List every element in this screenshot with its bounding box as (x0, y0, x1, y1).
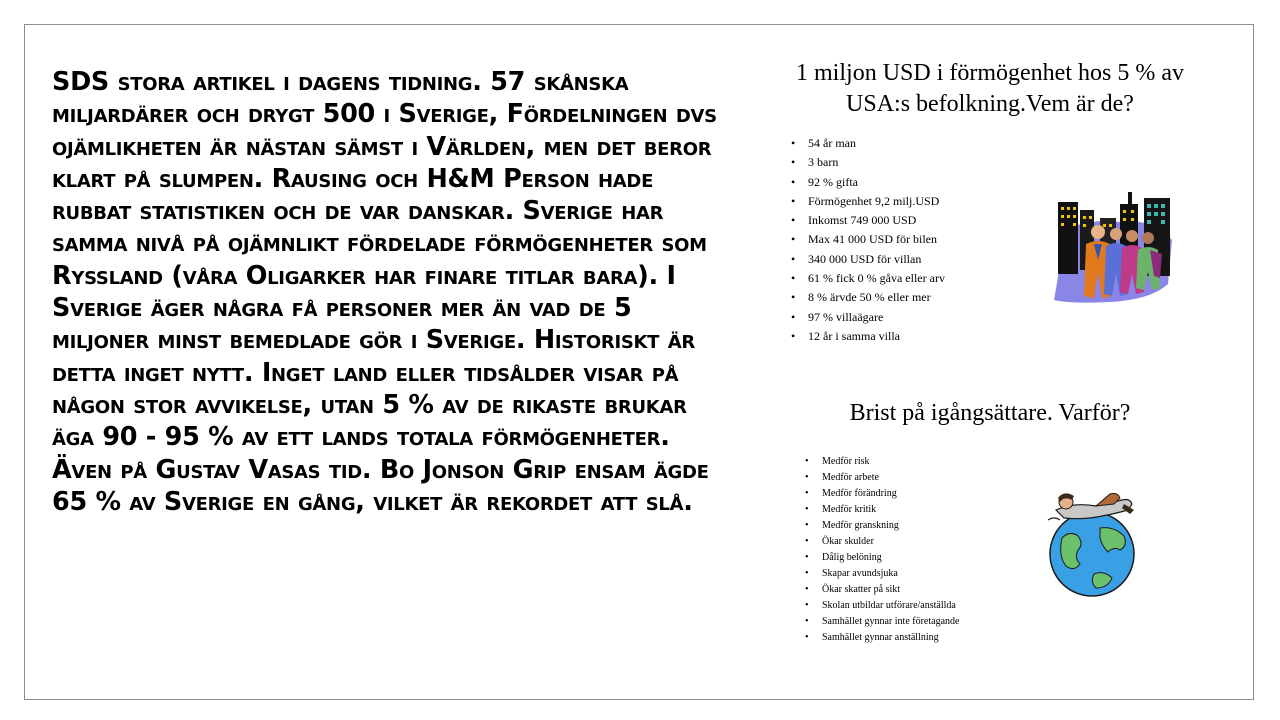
list-item: • Skapar avundsjuka (822, 566, 959, 582)
list-item: • Skolan utbildar utförare/anställda (822, 598, 959, 614)
list-item: • Medför kritik (822, 502, 959, 518)
list-item: • 340 000 USD för villan (808, 250, 945, 269)
globe-person-icon (1044, 486, 1140, 598)
list-item: • Inkomst 749 000 USD (808, 211, 945, 230)
list-item: • Medför risk (822, 454, 959, 470)
list-item: • 3 barn (808, 153, 945, 172)
top-panel-bullet-list (808, 134, 945, 346)
list-item: • 97 % villaägare (808, 308, 945, 327)
bottom-panel-bullet-list (822, 454, 959, 646)
bottom-panel-title: Brist på igångsättare. Varför? (849, 400, 1131, 426)
list-item: • Medför arbete (822, 470, 959, 486)
list-item: • Ökar skulder (822, 534, 959, 550)
list-item: • Medför förändring (822, 486, 959, 502)
list-item: • Max 41 000 USD för bilen (808, 230, 945, 249)
list-item: • Dålig belöning (822, 550, 959, 566)
list-item: • 61 % fick 0 % gåva eller arv (808, 269, 945, 288)
list-item: • 92 % gifta (808, 173, 945, 192)
list-item: • Ökar skatter på sikt (822, 582, 959, 598)
list-item: • 54 år man (808, 134, 945, 153)
list-item: • Medför granskning (822, 518, 959, 534)
list-item: • Samhället gynnar anställning (822, 630, 959, 646)
list-item: • Samhället gynnar inte företagande (822, 614, 959, 630)
list-item: • 8 % ärvde 50 % eller mer (808, 288, 945, 307)
top-panel-title: 1 miljon USD i förmögenhet hos 5 % av USA:s befolkning.Vem är de? (796, 60, 1184, 117)
business-people-city-icon (1050, 188, 1176, 310)
list-item: • 12 år i samma villa (808, 327, 945, 346)
list-item: • Förmögenhet 9,2 milj.USD (808, 192, 945, 211)
main-article-text: SDS stora artikel i dagens tidning. 57 skånska miljardärer och drygt 500 i Sverige, Fördelningen dvs ojämlikheten är nästan sämst i Världen, men det beror klart på slumpen. Rausing och H&M Person hade rubbat statistiken och de var danskar. Sverige har samma nivå på ojämnlikt fördelade förmögenheter som Ryssland (våra Oligarker har finare titlar bara). I Sverige äger några få personer mer än vad de 5 miljoner minst bemedlade gör i Sverige. Historiskt är detta inget nytt. Inget land eller tidsålder visar på någon stor avvikelse, utan 5 % av de rikaste brukar äga 90 - 95 % av ett lands totala förmögenheter. Även på Gustav Vasas tid. Bo Jonson Grip ensam ägde 65 % av Sverige en gång, vilket är rekordet att slå. (52, 67, 717, 517)
